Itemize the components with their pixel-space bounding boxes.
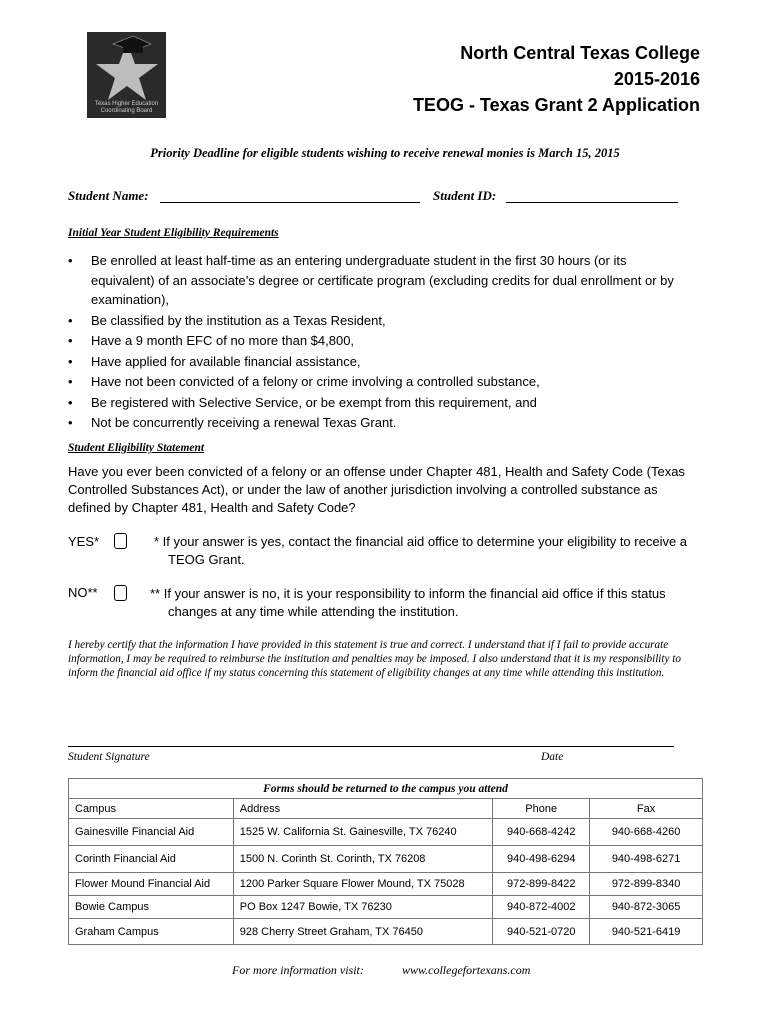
college-name: North Central Texas College [460,43,700,63]
table-row [69,819,703,846]
requirements-heading: Initial Year Student Eligibility Requirements [68,227,279,239]
statement-heading: Student Eligibility Statement [68,442,205,454]
certification-text: I hereby certify that the information I have provided in this statement is true and correct. I understand that if I fail to provide accurate information, I may be required to reimburse the institution and penalties may be imposed. I also understand that it is my responsibility to inform the financial aid office if my status concerning this statement of eligibility changes at any time while attending this institution. [68,639,681,679]
table-row [69,919,703,945]
table-cell: 972-899-8422 [493,873,590,896]
table-cell: 940-668-4242 [493,819,590,846]
no-checkbox[interactable] [114,585,127,601]
table-cell: Corinth Financial Aid [69,846,234,873]
footer-label: For more information visit: [232,963,364,977]
yes-note: * If your answer is yes, contact the financial aid office to determine your eligibility to receive a TEOG Grant. [154,534,688,567]
table-cell: 940-872-3065 [590,896,703,919]
column-header: Campus [69,799,234,819]
table-cell: Flower Mound Financial Aid [69,873,234,896]
column-header: Phone [493,799,590,819]
campus-table [68,778,703,945]
table-cell: Bowie Campus [69,896,234,919]
table-cell: Gainesville Financial Aid [69,819,234,846]
table-cell: 1500 N. Corinth St. Corinth, TX 76208 [233,846,493,873]
requirements-list [68,251,693,434]
table-row [69,896,703,919]
list-item: • Not be concurrently receiving a renewal Texas Grant. [68,413,693,433]
student-name-label: Student Name: [68,188,149,203]
table-cell: Graham Campus [69,919,234,945]
student-id-label: Student ID: [433,188,497,203]
form-title: TEOG - Texas Grant 2 Application [412,95,700,115]
student-id-field[interactable] [506,202,678,203]
list-item: • Be classified by the institution as a Texas Resident, [68,311,693,331]
priority-deadline: Priority Deadline for eligible students wishing to receive renewal monies is March 15, 2015 [150,146,620,160]
thecb-logo [87,32,166,118]
signature-label: Student Signature [68,751,150,763]
yes-label: YES* [68,534,100,549]
yes-checkbox[interactable] [114,533,127,549]
table-cell: 940-521-0720 [493,919,590,945]
table-cell: 940-498-6271 [590,846,703,873]
list-item: • Have applied for available financial assistance, [68,352,693,372]
table-row [69,873,703,896]
table-cell: 940-872-4002 [493,896,590,919]
no-label: NO** [68,585,98,600]
academic-year: 2015-2016 [613,69,700,89]
logo-text: Texas Higher Education Coordinating Board [94,101,159,114]
table-cell: 1200 Parker Square Flower Mound, TX 75028 [233,873,493,896]
table-cell: PO Box 1247 Bowie, TX 76230 [233,896,493,919]
list-item: • Have a 9 month EFC of no more than $4,800, [68,331,693,351]
table-cell: 940-498-6294 [493,846,590,873]
table-cell: 972-899-8340 [590,873,703,896]
footer-url-link[interactable]: www.collegefortexans.com [402,963,531,977]
signature-line[interactable] [68,746,674,747]
table-cell: 1525 W. California St. Gainesville, TX 76240 [233,819,493,846]
column-header: Address [233,799,493,819]
table-row [69,846,703,873]
table-caption: Forms should be returned to the campus you attend [69,779,703,799]
student-name-field[interactable] [160,202,420,203]
table-cell: 940-668-4260 [590,819,703,846]
date-label: Date [541,751,564,763]
table-cell: 928 Cherry Street Graham, TX 76450 [233,919,493,945]
list-item: • Be registered with Selective Service, or be exempt from this requirement, and [68,393,693,413]
list-item: • Be enrolled at least half-time as an entering undergraduate student in the first 30 hours (or its equivalent) of an associate’s degree or certificate program (excluding credits for dual enrollment or by examination), [68,251,693,310]
column-header: Fax [590,799,703,819]
list-item: • Have not been convicted of a felony or crime involving a controlled substance, [68,372,693,392]
no-note: ** If your answer is no, it is your responsibility to inform the financial aid office if this status changes at any time while attending the institution. [150,586,666,619]
eligibility-question: Have you ever been convicted of a felony or an offense under Chapter 481, Health and Safety Code (Texas Controlled Substances Act), or under the law of another jurisdiction involving a controlled substance as defined by Chapter 481, Health and Safety Code? [68,464,685,515]
table-cell: 940-521-6419 [590,919,703,945]
